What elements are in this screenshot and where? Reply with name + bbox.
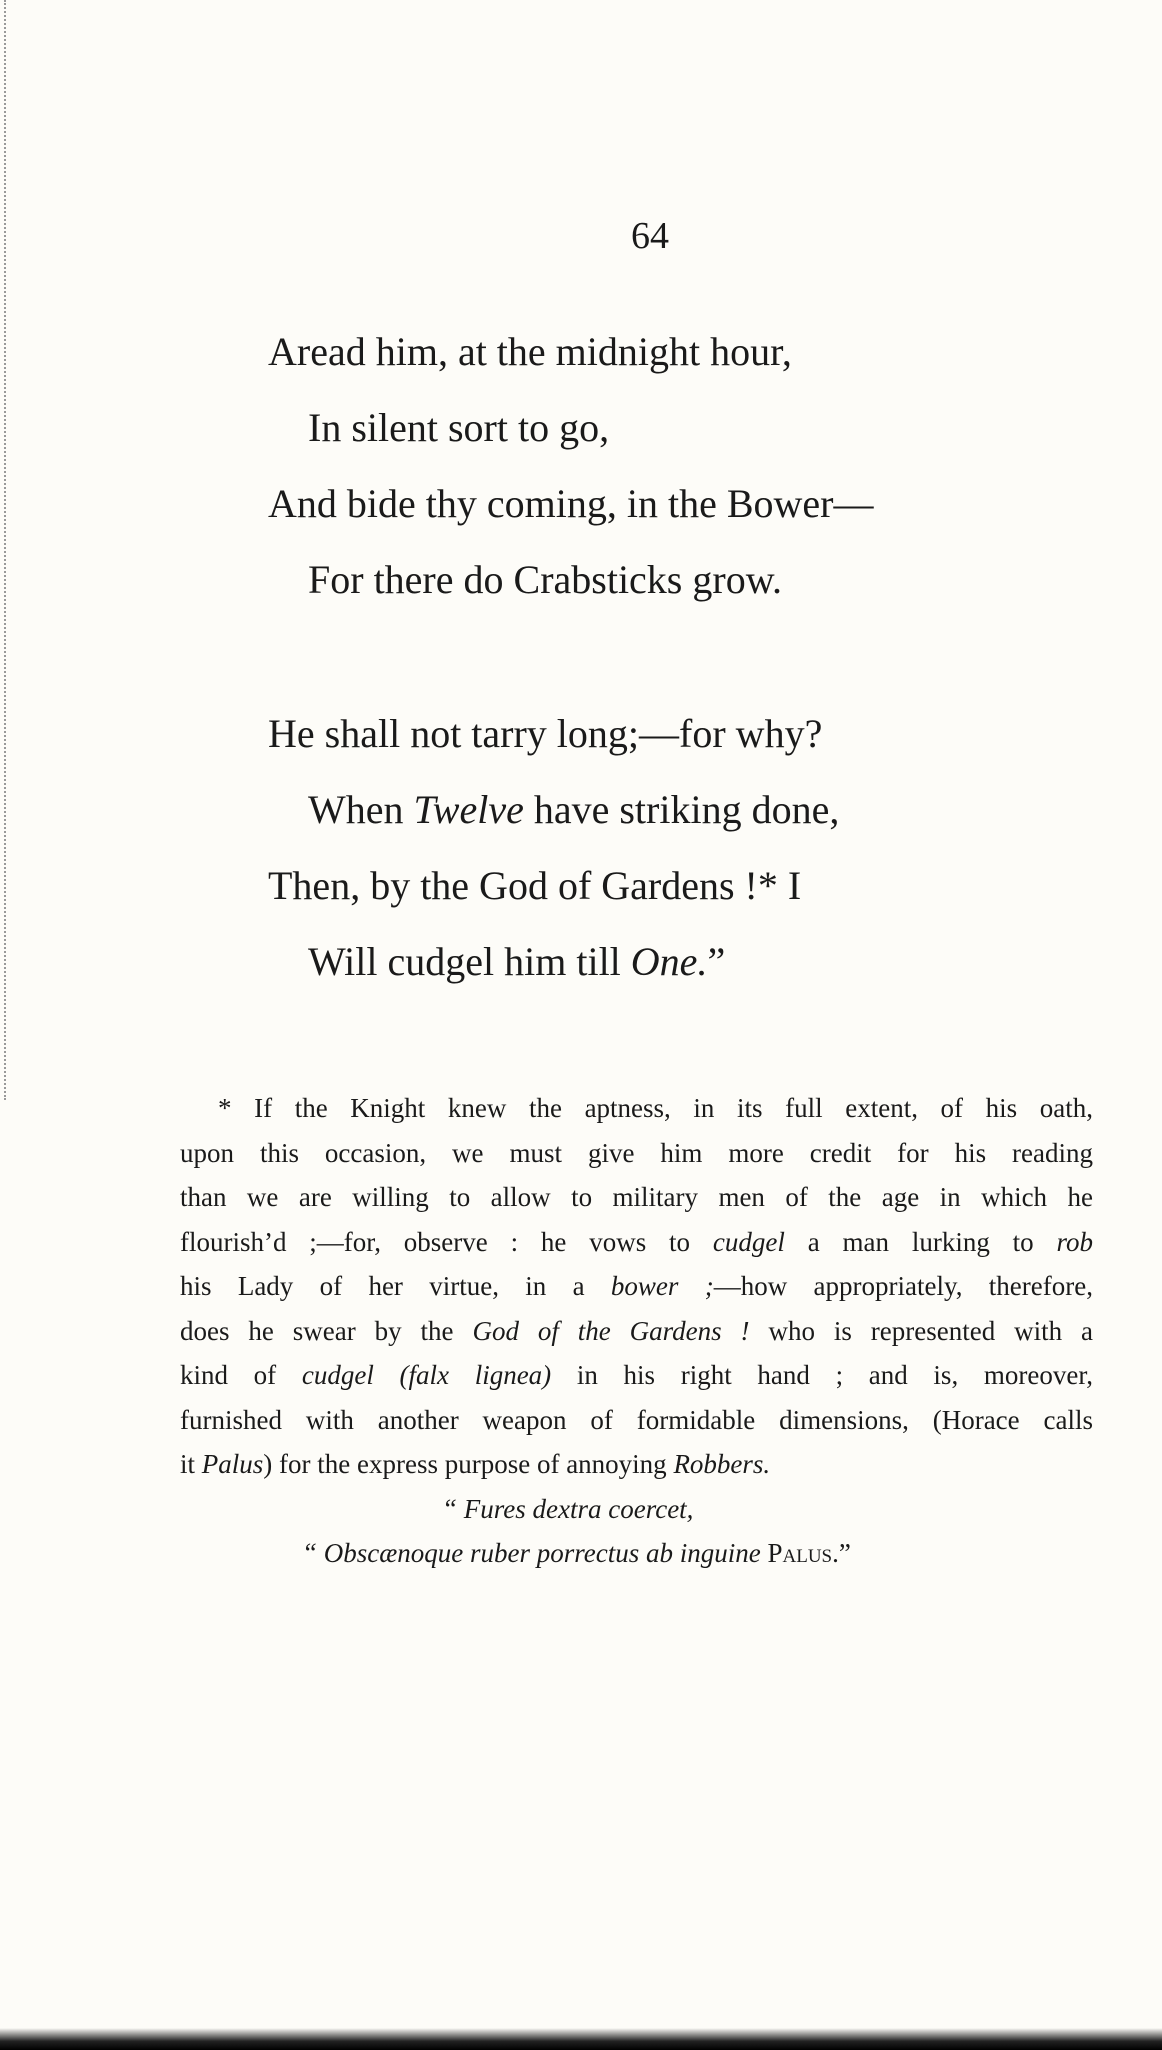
- footnote-line: furnished with another weapon of formidable dimensions, (Horace calls: [180, 1404, 1093, 1435]
- poem-stanza-2: [268, 696, 839, 1000]
- footnote-line: [180, 1442, 1093, 1487]
- poem-line: He shall not tarry long;—for why?: [268, 711, 823, 756]
- poem-stanza-1: [268, 314, 873, 618]
- footnote-text: it: [180, 1449, 202, 1479]
- footnote-text: in his right hand ; and is, moreover,: [551, 1360, 1093, 1390]
- poem-line: [268, 924, 839, 1000]
- quote-smallcaps: Palus: [767, 1538, 833, 1568]
- poem-line: And bide thy coming, in the Bower—: [268, 481, 874, 526]
- page-number: 64: [631, 215, 669, 257]
- latin-quote-line: “ Fures dextra coercet,: [442, 1494, 694, 1524]
- poem-emphasis: Twelve: [413, 787, 524, 832]
- footnote-line: upon this occasion, we must give him more credit for his reading: [180, 1137, 1093, 1168]
- footnote-emphasis: cudgel (falx lignea): [301, 1360, 552, 1390]
- poem-text: When: [308, 787, 414, 832]
- footnote-line: [180, 1309, 1093, 1354]
- footnote-emphasis: God of the Gardens !: [472, 1315, 750, 1346]
- footnote-text: his Lady of her virtue, in a: [180, 1271, 611, 1301]
- footnote-text: flourish’d ;—for, observe : he vows to: [180, 1226, 713, 1257]
- margin-marks: [4, 0, 12, 1100]
- footnote-text: does he swear by the: [180, 1315, 473, 1346]
- quote-text: .”: [832, 1538, 851, 1568]
- poem-line: Aread him, at the midnight hour,: [268, 329, 792, 374]
- poem-line: [268, 772, 839, 848]
- footnote-emphasis: bower ;: [610, 1271, 714, 1301]
- poem-text: ”: [707, 939, 726, 984]
- footnote-line: [180, 1264, 1093, 1309]
- poem-line: Then, by the God of Gardens !* I: [268, 863, 802, 908]
- poem-text: Will cudgel him till: [308, 939, 631, 984]
- quote-text: “ Obscænoque ruber porrectus ab inguine: [302, 1538, 768, 1568]
- poem-line: In silent sort to go,: [308, 405, 610, 450]
- footnote-text: a man lurking to: [784, 1226, 1057, 1257]
- footnote-text: kind of: [180, 1360, 302, 1390]
- poem-emphasis: One.: [630, 939, 708, 984]
- footnote-text: ) for the express purpose of annoying: [263, 1449, 674, 1479]
- footnote-text: who is represented with a: [749, 1315, 1093, 1346]
- page-edge: [0, 2028, 1162, 2050]
- footnote-emphasis: Robbers.: [673, 1449, 771, 1479]
- footnote-emphasis: rob: [1056, 1226, 1093, 1257]
- footnote-line: [180, 1220, 1093, 1265]
- footnote: [180, 1086, 1093, 1487]
- footnote-text: —how appropriately, therefore,: [713, 1271, 1093, 1301]
- footnote-line: [180, 1353, 1093, 1398]
- latin-quote-line: [302, 1538, 851, 1569]
- footnote-emphasis: cudgel: [712, 1226, 785, 1257]
- poem-text: have striking done,: [523, 787, 840, 832]
- footnote-line: * If the Knight knew the aptness, in its full extent, of his oath,: [218, 1093, 1093, 1123]
- poem-line: For there do Crabsticks grow.: [308, 557, 782, 602]
- footnote-emphasis: Palus: [201, 1449, 264, 1479]
- footnote-line: than we are willing to allow to military men of the age in which he: [180, 1182, 1093, 1212]
